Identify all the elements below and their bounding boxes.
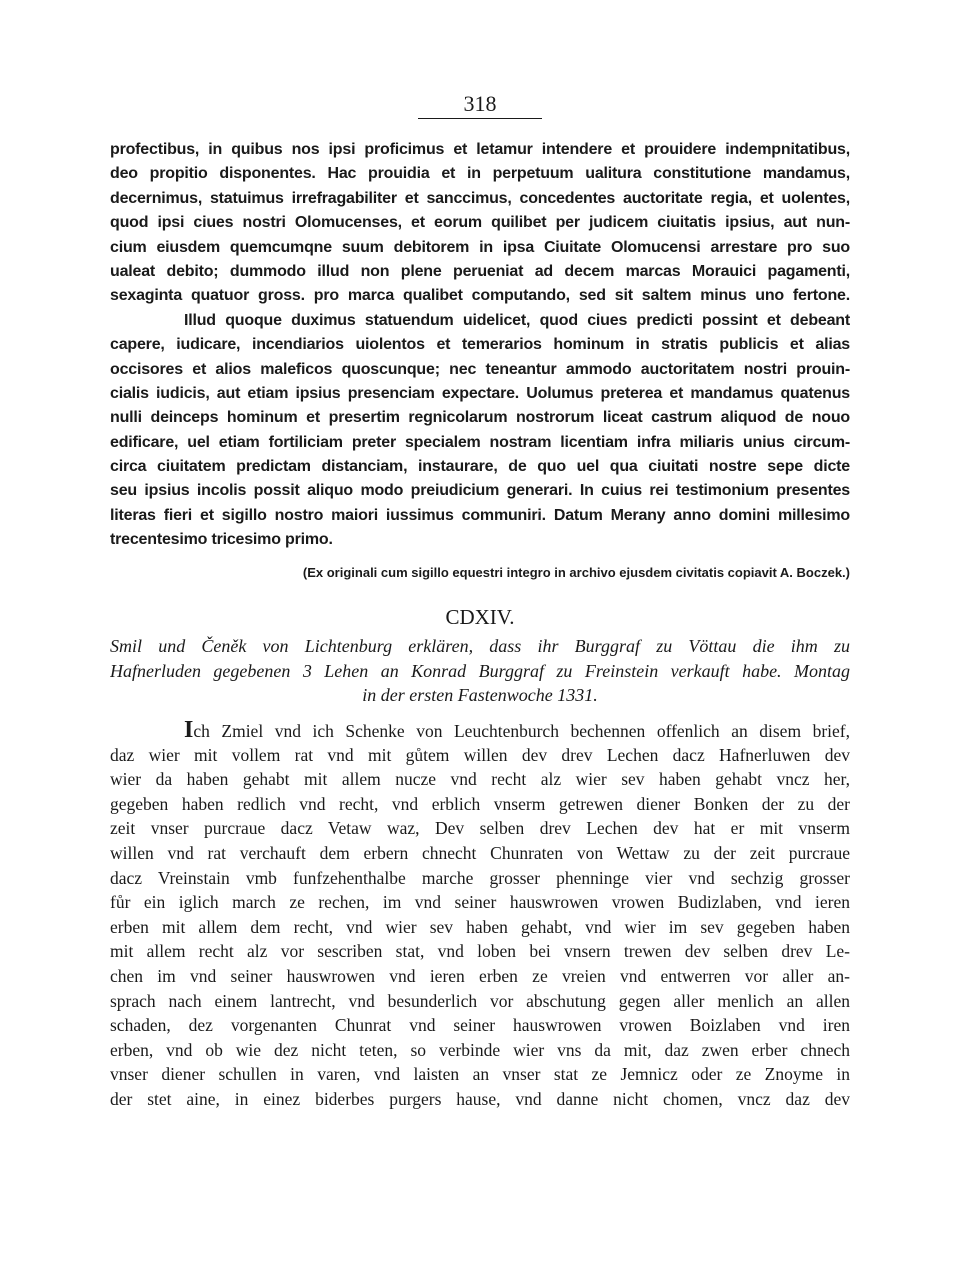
latin-text-block	[110, 138, 850, 553]
first-line-text: ch Zmiel vnd ich Schenke von Leuchtenburch bechennen offenlich an disem brief,	[193, 721, 850, 741]
text-line: nulli deinceps hominum et presertim regnicolarum nostrorum liceat castrum aliquod de nouo	[110, 409, 850, 427]
document-summary	[110, 634, 850, 708]
text-line: cialis iudicis, aut etiam ipsius presenciam expectare. Uolumus preterea et mandamus quatenus	[110, 384, 850, 402]
text-line: sprach nach einem lantrecht, vnd besunderlich vor abschutung gegen aller menlich an allen	[110, 990, 850, 1011]
text-line: sexaginta quatuor gross. pro marca qualibet computando, sed sit saltem minus uno fertone.	[110, 287, 850, 305]
text-line: willen vnd rat verchauft dem erbern chnecht Chunraten von Wettaw zu der zeit purcraue	[110, 842, 850, 863]
german-text-block	[110, 718, 850, 1112]
text-line: circa ciuitatem predictam distanciam, instaurare, de quo uel qua ciuitati nostre sepe dicte	[110, 458, 850, 476]
text-line: erben, vnd ob wie dez nicht teten, so verbinde wier vns da mit, daz zwen erber chnech	[110, 1039, 850, 1060]
text-line: occisores et alios maleficos quoscunque; nec teneantur ammodo auctoritatem nostri prouin-	[110, 360, 850, 378]
text-line: der stet aine, in einez biderbes purgers hause, vnd danne nicht chomen, vncz daz dev	[110, 1088, 850, 1109]
text-line: decernimus, statuimus irrefragabiliter et sanccimus, concedentes auctoritate regia, et uolentes,	[110, 189, 850, 207]
text-line: daz wier mit vollem rat vnd mit gůtem willen dev drev Lechen dacz Hafnerluwen dev	[110, 744, 850, 765]
text-line: dacz Vreinstain vmb funfzehenthalbe marche grosser phenninge vier vnd sechzig grosser	[110, 867, 850, 888]
drop-cap: I	[184, 718, 194, 743]
text-line: fůr ein iglich march ze rechen, im vnd seiner hauswrowen vrowen Budizlaben, vnd ieren	[110, 892, 850, 913]
text-line: erben mit allem dem recht, vnd wier sev haben gehabt, vnd wier im sev gegeben haben	[110, 916, 850, 937]
text-line: gegeben haben redlich vnd recht, vnd erblich vnserm getrewen diener Bonken der zu der	[110, 793, 850, 814]
text-line: profectibus, in quibus nos ipsi proficimus et letamur intendere et prouidere indempnitatibus,	[110, 141, 850, 158]
text-line: cium eiusdem quemcumqne suum debitorem in ipsa Ciuitate Olomucensi arrestare pro suo	[110, 238, 850, 256]
text-line: quod ipsi ciues nostri Olomucenses, et eorum quilibet per judicem ciuitatis ipsius, aut nun-	[110, 214, 850, 232]
page-number-rule	[418, 118, 542, 119]
summary-line: Smil und Čeněk von Lichtenburg erklären, dass ihr Burggraf zu Vöttau die ihm zu	[110, 636, 850, 656]
text-line: edificare, uel etiam fortiliciam preter specialem nostram licentiam infra miliaris unius circum-	[110, 433, 850, 451]
text-line: deo propitio disponentes. Hac prouidia et in perpetuum ualitura constitutione mandamus,	[110, 165, 850, 183]
text-line: Illud quoque duximus statuendum uidelicet, quod ciues predicti possint et debeant	[184, 311, 850, 329]
text-line: wier da haben gehabt mit allem nucze vnd recht alz wier sev haben gehabt vncz her,	[110, 769, 850, 790]
text-line-first	[110, 718, 850, 743]
source-note: (Ex originali cum sigillo equestri integro in archivo ejusdem civitatis copiavit A. Boczek.)	[302, 565, 850, 580]
text-line: seu ipsius incolis possit aliquo modo preiudicium generari. In cuius rei testimonium presentes	[110, 482, 850, 500]
page-number: 318	[463, 91, 497, 116]
text-line: chen im vnd seiner hauswrowen vnd ieren erben ze vreien vnd entwerren vor aller an-	[110, 965, 850, 986]
summary-line: in der ersten Fastenwoche 1331.	[362, 685, 598, 705]
text-line: literas fieri et sigillo nostro maiori iussimus communiri. Datum Merany anno domini millesimo	[110, 506, 850, 524]
document-number: CDXIV.	[445, 605, 515, 629]
text-line: zeit vnser purcraue dacz Vetaw waz, Dev selben drev Lechen dev hat er mit vnserm	[110, 818, 850, 839]
summary-line: Hafnerluden gegebenen 3 Lehen an Konrad Burggraf zu Freinstein verkauft habe. Montag	[110, 660, 850, 681]
text-line: trecentesimo tricesimo primo.	[110, 531, 333, 549]
text-line: capere, iudicare, incendiarios uiolentos et temerarios hominum in stratis publicis et alias	[110, 336, 850, 354]
text-line: ualeat debito; dummodo illud non plene perueniat ad decem marcas Morauici pagamenti,	[110, 262, 850, 280]
text-line: vnser diener schullen in varen, vnd laisten an vnser stat ze Jemnicz oder ze Znoyme in	[110, 1064, 850, 1085]
text-line: mit allem recht alz vor sescriben stat, vnd loben bei vnsern trewen dev selben drev Le-	[110, 941, 850, 962]
text-line: schaden, dez vorgenanten Chunrat vnd seiner hauswrowen vrowen Boizlaben vnd iren	[110, 1015, 850, 1036]
